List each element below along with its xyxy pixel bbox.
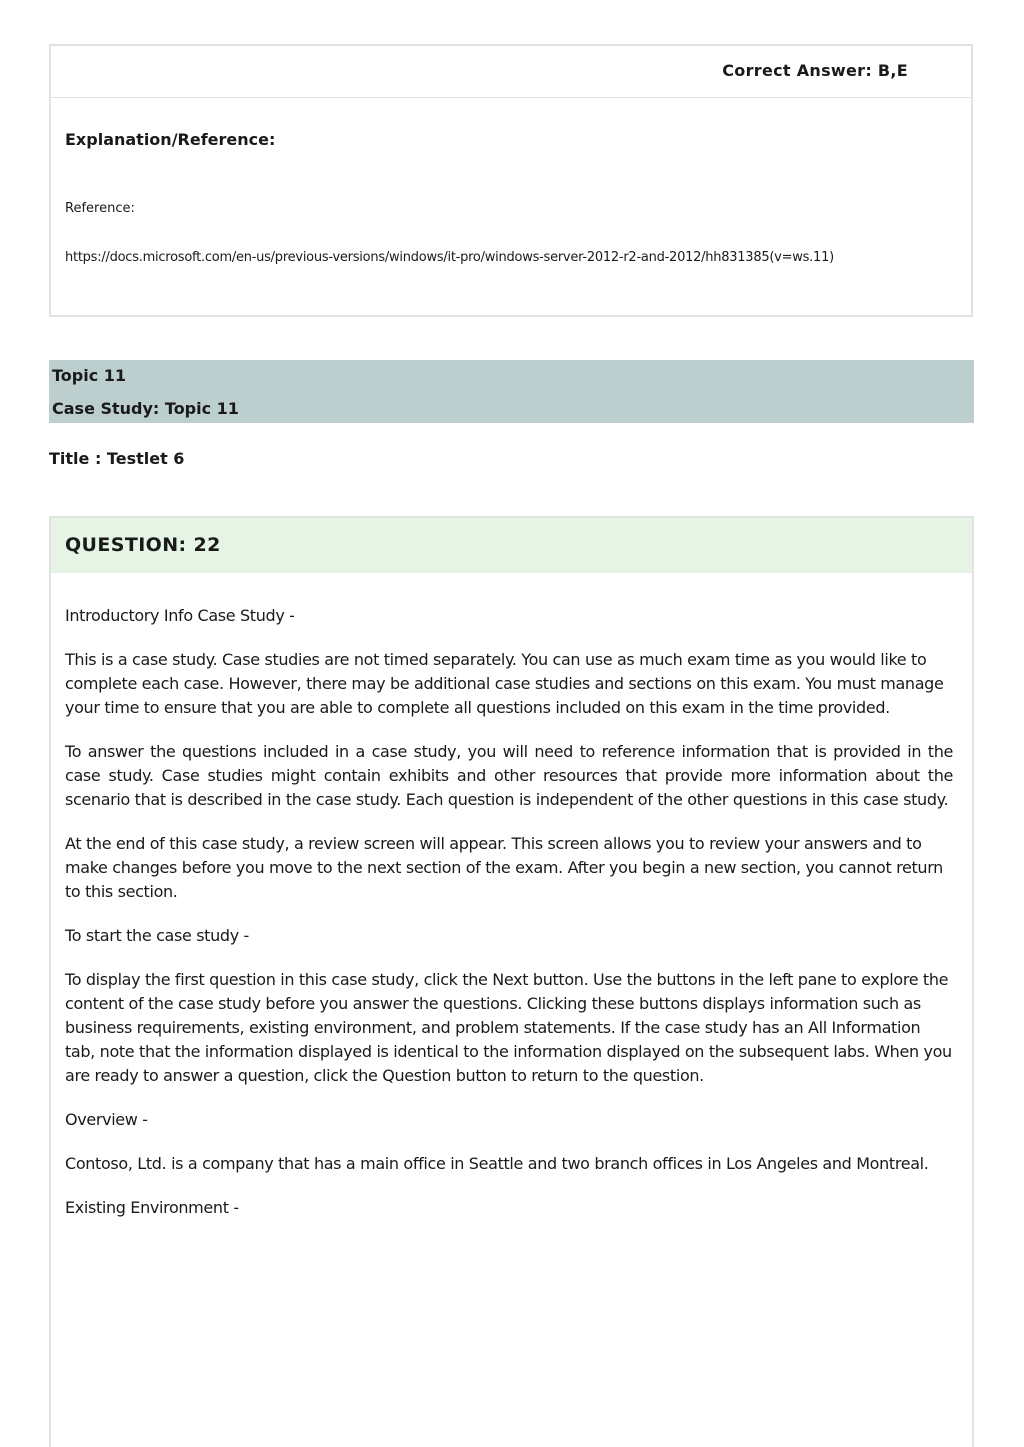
answer-panel (49, 44, 973, 317)
question-body (65, 604, 953, 1240)
topic-number: Topic 11 (52, 366, 127, 385)
reference-label: Reference: (65, 201, 135, 216)
reference-link[interactable]: https://docs.microsoft.com/en-us/previous-versions/windows/it-pro/windows-server-2012-r2-and-2012/hh831385(v=ws.11) (65, 250, 834, 265)
paragraph-overview: Contoso, Ltd. is a company that has a main office in Seattle and two branch offices in Los Angeles and Montreal. (65, 1154, 929, 1173)
correct-answer: Correct Answer: B,E (722, 61, 908, 80)
topic-banner (49, 360, 974, 423)
correct-answer-row (51, 46, 971, 98)
testlet-title: Title : Testlet 6 (49, 449, 185, 468)
paragraph-review-screen: At the end of this case study, a review screen will appear. This screen allows you to review your answers and to make changes before you move to the next section of the exam. After you begin a new section, you cannot return to this section. (65, 834, 943, 901)
paragraph-answer-info: To answer the questions included in a case study, you will need to reference information that is provided in the case study. Case studies might contain exhibits and other resources that provide more information about the scenario that is described in the case study. Each question is independent of the other questions in this case study. (65, 742, 953, 809)
paragraph-intro: Introductory Info Case Study - (65, 606, 295, 625)
paragraph-case-study: This is a case study. Case studies are not timed separately. You can use as much exam time as you would like to complete each case. However, there may be additional case studies and sections on this exam. You must manage your time to ensure that you are able to complete all questions included on this exam in the time provided. (65, 650, 944, 717)
paragraph-existing-env-heading: Existing Environment - (65, 1198, 239, 1217)
question-header (51, 518, 972, 573)
paragraph-start-heading: To start the case study - (65, 926, 249, 945)
question-number: QUESTION: 22 (65, 534, 221, 556)
paragraph-overview-heading: Overview - (65, 1110, 148, 1129)
explanation-title: Explanation/Reference: (65, 130, 276, 149)
paragraph-display-first: To display the first question in this case study, click the Next button. Use the buttons in the left pane to explore the content of the case study before you answer the questions. Clicking these buttons displays information such as business requirements, existing environment, and problem statements. If the case study has an All Information tab, note that the information displayed is identical to the information displayed on the subsequent labs. When you are ready to answer a question, click the Question button to return to the question. (65, 970, 952, 1085)
question-panel (49, 516, 974, 1447)
case-study-title: Case Study: Topic 11 (52, 399, 239, 418)
